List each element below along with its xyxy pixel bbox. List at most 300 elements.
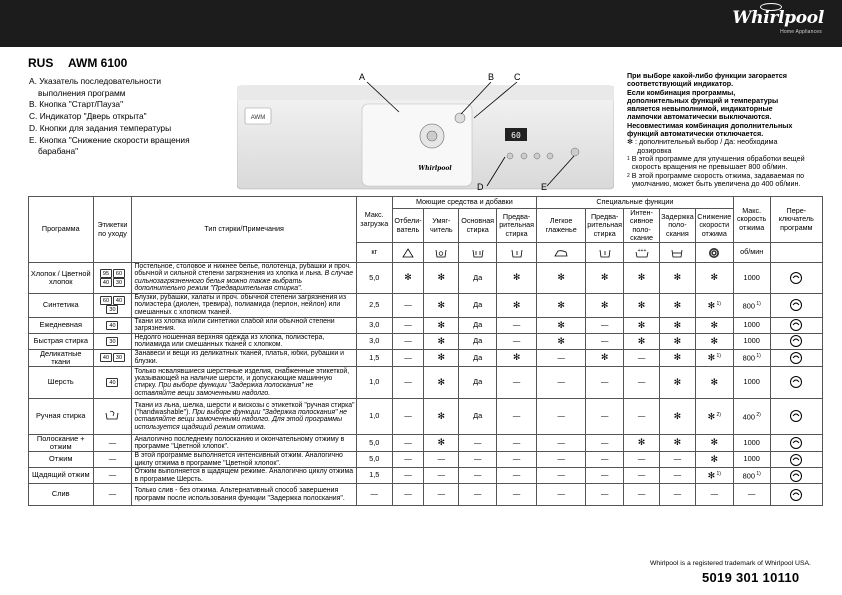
legend-line: E. Кнопка "Снижение скорости вращения — [29, 134, 190, 145]
max-load: 1,0 — [356, 398, 392, 434]
program-description: Занавеси и вещи из деликатных тканей, платья, юбки, рубашки и блузки. — [132, 349, 356, 366]
care-labels — [93, 263, 132, 294]
option-cell — [424, 317, 459, 333]
legend-line: выполнения программ — [38, 87, 126, 98]
col-intensive: Интен- сивное поло- скание — [624, 209, 660, 243]
program-name: Быстрая стирка — [29, 333, 94, 349]
option-cell — [424, 398, 459, 434]
note-line: При выборе какой-либо функции загорается — [627, 71, 787, 80]
softener-icon — [424, 243, 459, 263]
table-row — [29, 349, 823, 366]
option-cell: — — [537, 349, 586, 366]
option-cell: — — [695, 484, 733, 506]
program-switch-icon — [770, 468, 822, 484]
option-cell: — — [537, 468, 586, 484]
max-spin: — — [733, 484, 770, 506]
panel-label-a: A — [359, 72, 366, 82]
rinse-hold-icon — [659, 243, 695, 263]
star-icon: ✻ — [437, 376, 446, 387]
col-load: Макс. загрузка — [356, 197, 392, 243]
max-spin: 1000 — [733, 333, 770, 349]
star-icon: ✻ — [673, 319, 682, 330]
panel-label-e: E — [541, 182, 548, 192]
panel-label-d: D — [477, 182, 484, 192]
option-cell — [659, 317, 695, 333]
option-cell: — — [392, 317, 424, 333]
option-cell — [424, 349, 459, 366]
option-cell: — — [497, 333, 537, 349]
star-icon: ✻ — [437, 319, 446, 330]
iron-icon — [537, 243, 586, 263]
star-icon: ✻ — [673, 352, 682, 363]
option-cell: — — [392, 484, 424, 506]
option-cell: — — [424, 468, 459, 484]
care-labels — [93, 333, 132, 349]
bleach-icon — [392, 243, 424, 263]
option-cell: — — [497, 484, 537, 506]
col-labels: Этикетки по уходу — [93, 197, 132, 263]
legend-line: B. Кнопка "Старт/Пауза" — [29, 99, 124, 110]
option-cell: — — [392, 434, 424, 451]
option-cell: — — [537, 366, 586, 398]
star-icon: ✻ — [707, 300, 716, 311]
option-cell: ✻ $^{1)}$ — [695, 349, 733, 366]
option-cell: — — [659, 452, 695, 468]
option-cell: — — [459, 434, 497, 451]
program-switch-icon — [770, 349, 822, 366]
care-label-icon: 60 — [113, 269, 125, 278]
table-row — [29, 263, 823, 294]
program-switch-icon — [770, 366, 822, 398]
option-cell: — — [392, 452, 424, 468]
star-icon: ✻ — [637, 299, 646, 310]
option-cell — [392, 263, 424, 294]
table-row — [29, 398, 823, 434]
option-cell: — — [624, 468, 660, 484]
option-cell: — — [586, 484, 624, 506]
option-cell: ✻ $^{2)}$ — [695, 398, 733, 434]
table-row — [29, 293, 823, 317]
program-name: Щадящий отжим — [29, 468, 94, 484]
option-cell — [497, 349, 537, 366]
option-cell — [424, 434, 459, 451]
note-line: Несовместимая комбинация дополнительных — [627, 120, 793, 130]
star-icon: ✻ — [627, 137, 634, 147]
option-cell: — — [497, 452, 537, 468]
no-label: — — [108, 470, 117, 480]
care-label-icon: 40 — [113, 296, 125, 305]
option-cell: — — [424, 452, 459, 468]
program-name: Отжим — [29, 452, 94, 468]
star-icon: ✻ — [710, 437, 719, 448]
option-cell: ✻ $^{1)}$ — [695, 468, 733, 484]
option-cell: — — [392, 293, 424, 317]
col-prewash: Предва- рительная стирка — [497, 209, 537, 243]
option-cell: — — [586, 468, 624, 484]
star-icon: ✻ — [437, 272, 446, 283]
option-cell: Да — [459, 366, 497, 398]
option-cell: — — [537, 484, 586, 506]
washer-panel-illustration — [237, 82, 614, 192]
table-row — [29, 317, 823, 333]
care-labels — [93, 366, 132, 398]
program-name: Ежедневная — [29, 317, 94, 333]
care-labels — [93, 484, 132, 506]
option-cell — [659, 366, 695, 398]
option-cell: ✻ $^{1)}$ — [695, 293, 733, 317]
program-switch-icon — [770, 333, 822, 349]
program-name: Шерсть — [29, 366, 94, 398]
program-description: Недолго ношенная верхняя одежда из хлопка, полиэстера, полиамида или смешанных тканей с хлопком. — [132, 333, 356, 349]
no-label: — — [108, 489, 117, 499]
option-cell: — — [459, 468, 497, 484]
care-label-icon: 30 — [106, 337, 118, 346]
option-cell — [586, 293, 624, 317]
option-cell — [537, 293, 586, 317]
max-spin: 400 $^{2)}$ — [733, 398, 770, 434]
option-cell: — — [624, 484, 660, 506]
option-cell: — — [392, 468, 424, 484]
switch-unit — [770, 243, 822, 263]
star-icon: ✻ — [600, 299, 609, 310]
no-label: — — [108, 454, 117, 464]
svg-text:Whirlpool: Whirlpool — [418, 165, 452, 172]
no-label: — — [108, 437, 117, 447]
star-icon: ✻ — [673, 410, 682, 421]
note-1: 1 В этой программе для улучшения обработки вещей скорость вращения не превышает 800 об/мин. — [627, 153, 805, 172]
program-switch-icon — [770, 317, 822, 333]
star-icon: ✻ — [710, 376, 719, 387]
option-cell: — — [392, 398, 424, 434]
care-label-icon: 60 — [100, 296, 112, 305]
col-softener: Умяг- читель — [424, 209, 459, 243]
col-spin-reduce: Снижение скорости отжима — [695, 209, 733, 243]
panel-label-b: B — [488, 72, 495, 82]
option-cell: — — [497, 468, 537, 484]
star-icon: ✻ — [673, 437, 682, 448]
care-label-icon: 40 — [106, 378, 118, 387]
star-icon: ✻ — [707, 411, 716, 422]
program-name: Синтетика — [29, 293, 94, 317]
star-icon: ✻ — [557, 319, 565, 330]
option-cell — [537, 263, 586, 294]
star-icon: ✻ — [512, 299, 521, 310]
star-icon: ✻ — [637, 335, 646, 346]
star-icon: ✻ — [673, 376, 682, 387]
option-cell: Да — [459, 263, 497, 294]
option-cell: — — [537, 398, 586, 434]
note-line: дополнительных функций и температуры — [627, 95, 779, 105]
program-name: Хлопок / Цветной хлопок — [29, 263, 94, 294]
program-description: Аналогично последнему полосканию и окончательному отжиму в программе "Цветной хлопок". — [132, 434, 356, 451]
option-cell — [659, 293, 695, 317]
star-icon: ✻ — [710, 319, 719, 330]
care-label-icon: 30 — [113, 353, 125, 362]
option-cell — [586, 263, 624, 294]
language-code: RUS — [28, 56, 54, 70]
star-icon: ✻ — [557, 299, 565, 310]
star-icon: ✻ — [404, 272, 412, 283]
care-labels — [93, 317, 132, 333]
option-cell — [624, 434, 660, 451]
option-cell — [624, 293, 660, 317]
option-cell: Да — [459, 317, 497, 333]
option-cell — [537, 317, 586, 333]
star-icon: ✻ — [707, 470, 716, 481]
option-cell: — — [392, 349, 424, 366]
header-band — [0, 0, 842, 47]
option-cell — [537, 333, 586, 349]
option-cell: — — [497, 434, 537, 451]
legend — [29, 76, 229, 158]
option-cell: — — [459, 452, 497, 468]
max-spin: 800 $^{1)}$ — [733, 293, 770, 317]
note-star: ✻ : дополнительный выбор / Да: необходима — [627, 137, 778, 147]
option-cell — [424, 366, 459, 398]
star-icon: ✻ — [637, 319, 646, 330]
note-line: функций автоматически отключается. — [627, 129, 764, 139]
document-code: 5019 301 10110 — [702, 570, 800, 585]
spin-unit: об/мин — [733, 243, 770, 263]
option-cell — [659, 349, 695, 366]
star-icon: ✻ — [673, 335, 682, 346]
panel-display: 60 — [511, 131, 521, 140]
col-program: Программа — [29, 197, 94, 263]
max-spin: 800 $^{1)}$ — [733, 468, 770, 484]
star-icon: ✻ — [512, 272, 521, 283]
option-cell: — — [624, 349, 660, 366]
trademark: Whirlpool is a registered trademark of Whirlpool USA. — [650, 560, 811, 567]
option-cell: — — [497, 317, 537, 333]
program-description: Ткани из льна, шелка, шерсти и вискозы с этикеткой "ручная стирка" ("handwashable"). При выборе функции "Задержка полоскания" не оставляйте вещи замоченными надолго. Для этой программы используется щадящий режим отжима. — [132, 398, 356, 434]
star-icon: ✻ — [707, 352, 716, 363]
option-cell: — — [537, 452, 586, 468]
prewash-icon — [497, 243, 537, 263]
option-cell: — — [586, 452, 624, 468]
star-icon: ✻ — [637, 437, 646, 448]
option-cell — [659, 333, 695, 349]
prewash-fn-icon — [586, 243, 624, 263]
option-cell: — — [659, 484, 695, 506]
star-icon: ✻ — [557, 272, 565, 283]
star-icon: ✻ — [437, 352, 446, 363]
main-wash-icon — [459, 243, 497, 263]
option-cell — [497, 263, 537, 294]
program-switch-icon — [770, 434, 822, 451]
max-load: — — [356, 484, 392, 506]
legend-line: барабана" — [38, 146, 79, 157]
note-line: является невыполнимой, индикаторные — [627, 104, 773, 114]
program-name: Слив — [29, 484, 94, 506]
spin-reduce-icon — [695, 243, 733, 263]
col-prewash-fn: Предва- рительная стирка — [586, 209, 624, 243]
option-cell — [586, 349, 624, 366]
program-switch-icon — [770, 452, 822, 468]
max-load: 5,0 — [356, 434, 392, 451]
svg-text:+++: +++ — [637, 247, 646, 254]
option-cell — [624, 317, 660, 333]
star-icon: ✻ — [437, 410, 446, 421]
col-easy-iron: Легкое глаженье — [537, 209, 586, 243]
control-panel-drawing — [237, 72, 614, 192]
note-line: соответствующий индикатор. — [627, 79, 734, 89]
care-labels — [93, 452, 132, 468]
option-cell — [424, 293, 459, 317]
star-icon: ✻ — [710, 272, 719, 283]
star-icon: ✻ — [673, 272, 682, 283]
care-labels — [93, 468, 132, 484]
care-label-icon: 30 — [113, 278, 125, 287]
option-cell — [659, 434, 695, 451]
panel-label-c: C — [514, 72, 521, 82]
note-star-cont: дозировка — [637, 145, 672, 155]
option-cell: — — [624, 398, 660, 434]
option-cell: — — [586, 366, 624, 398]
table-row — [29, 452, 823, 468]
max-load: 2,5 — [356, 293, 392, 317]
legend-line: D. Кнопки для задания температуры — [29, 122, 172, 133]
star-icon: ✻ — [437, 437, 446, 448]
table-row — [29, 434, 823, 451]
col-main-wash: Основная стирка — [459, 209, 497, 243]
max-spin: 800 $^{1)}$ — [733, 349, 770, 366]
program-name: Деликатные ткани — [29, 349, 94, 366]
col-bleach: Отбели- ватель — [392, 209, 424, 243]
col-switch: Пере- ключатель программ — [770, 197, 822, 243]
program-switch-icon — [770, 484, 822, 506]
care-labels — [93, 349, 132, 366]
care-labels — [93, 398, 132, 434]
option-cell — [424, 333, 459, 349]
col-special: Специальные функции — [537, 197, 734, 209]
star-icon: ✻ — [437, 335, 446, 346]
program-description: В этой программе выполняется интенсивный отжим. Аналогично циклу отжима в программе "Цветной хлопок". — [132, 452, 356, 468]
option-cell — [695, 452, 733, 468]
col-type: Тип стирки/Примечания — [132, 197, 356, 263]
table-row — [29, 333, 823, 349]
option-cell: — — [424, 484, 459, 506]
option-cell — [624, 263, 660, 294]
option-cell — [659, 398, 695, 434]
option-cell: Да — [459, 398, 497, 434]
brand-logo: Whirlpool — [732, 8, 824, 28]
col-max-spin: Макс. скорость отжима — [733, 197, 770, 243]
option-cell: Да — [459, 349, 497, 366]
care-label-icon: 40 — [100, 353, 112, 362]
max-spin: 1000 — [733, 317, 770, 333]
table-row — [29, 484, 823, 506]
option-cell: Да — [459, 293, 497, 317]
option-cell: — — [392, 366, 424, 398]
star-icon: ✻ — [637, 272, 646, 283]
program-name: Полоскание + отжим — [29, 434, 94, 451]
table-row — [29, 366, 823, 398]
svg-text:AWM: AWM — [250, 115, 266, 121]
col-rinse-hold: Задержка поло- скания — [659, 209, 695, 243]
star-icon: ✻ — [673, 299, 682, 310]
care-labels — [93, 434, 132, 451]
option-cell: — — [459, 484, 497, 506]
option-cell — [695, 263, 733, 294]
max-spin: 1000 — [733, 366, 770, 398]
star-icon: ✻ — [437, 299, 446, 310]
option-cell: — — [586, 317, 624, 333]
option-cell — [424, 263, 459, 294]
care-label-icon: 40 — [100, 278, 112, 287]
option-cell: — — [586, 434, 624, 451]
option-cell — [659, 263, 695, 294]
table-row — [29, 468, 823, 484]
option-cell — [695, 317, 733, 333]
intensive-rinse-icon — [624, 243, 660, 263]
note-line: лампочки автоматически выключаются. — [627, 112, 772, 122]
option-cell: — — [659, 468, 695, 484]
program-description: Отжим выполняется в щадящем режиме. Аналогично циклу отжима в программе Шерсть. — [132, 468, 356, 484]
program-description: Блузки, рубашки, халаты и проч. обычной степени загрязнения из полиэстера (диолен, тревира), полиамида (перлон, нейлон) или смешанных с хлопком тканей. — [132, 293, 356, 317]
care-label-icon: 30 — [106, 305, 118, 314]
star-icon: ✻ — [710, 453, 719, 464]
note-line: Если комбинация программы, — [627, 87, 736, 97]
option-cell — [695, 434, 733, 451]
max-spin: 1000 — [733, 263, 770, 294]
program-description: Только слив - без отжима. Альтернативный способ завершения программ после использования функции "Задержка полоскания". — [132, 484, 356, 506]
col-detergents: Моющие средства и добавки — [392, 197, 536, 209]
max-load: 1,5 — [356, 468, 392, 484]
legend-line: A. Указатель последовательности — [29, 76, 162, 86]
max-load: 3,0 — [356, 317, 392, 333]
care-label-icon: 95 — [100, 269, 112, 278]
program-table — [28, 196, 823, 506]
option-cell: — — [624, 452, 660, 468]
brand-tagline: Home Appliances — [780, 29, 822, 35]
load-unit: кг — [356, 243, 392, 263]
max-load: 3,0 — [356, 333, 392, 349]
program-description: Только нсвалявшиеся шерстяные изделия, снабженные этикеткой, указывающей на наличие шерсти, и допускающие машинную стирку. При выборе функции "Задержка полоскания" не оставляйте вещи замоченными надолго. — [132, 366, 356, 398]
option-cell: — — [497, 366, 537, 398]
star-icon: ✻ — [512, 352, 521, 363]
option-cell — [695, 333, 733, 349]
option-cell: — — [537, 434, 586, 451]
star-icon: ✻ — [557, 335, 565, 346]
option-cell: — — [392, 333, 424, 349]
max-load: 5,0 — [356, 263, 392, 294]
option-cell: — — [624, 366, 660, 398]
star-icon: ✻ — [600, 272, 609, 283]
max-load: 1,0 — [356, 366, 392, 398]
max-load: 5,0 — [356, 452, 392, 468]
program-switch-icon — [770, 263, 822, 294]
option-cell: — — [586, 333, 624, 349]
model-name: AWM 6100 — [68, 56, 128, 70]
notes — [627, 72, 832, 188]
max-spin: 1000 — [733, 434, 770, 451]
care-labels — [93, 293, 132, 317]
max-spin: 1000 — [733, 452, 770, 468]
legend-line: C. Индикатор "Дверь открыта" — [29, 111, 147, 122]
care-label-icon: 40 — [106, 321, 118, 330]
star-icon: ✻ — [600, 352, 609, 363]
max-load: 1,5 — [356, 349, 392, 366]
program-switch-icon — [770, 398, 822, 434]
option-cell: — — [586, 398, 624, 434]
option-cell — [695, 366, 733, 398]
option-cell: Да — [459, 333, 497, 349]
star-icon: ✻ — [710, 335, 719, 346]
program-name: Ручная стирка — [29, 398, 94, 434]
option-cell — [624, 333, 660, 349]
option-cell — [497, 293, 537, 317]
note-2: 2 В этой программе скорость отжима, задаваемая по умолчанию, может быть увеличена до 400 об/мин. — [627, 170, 805, 188]
